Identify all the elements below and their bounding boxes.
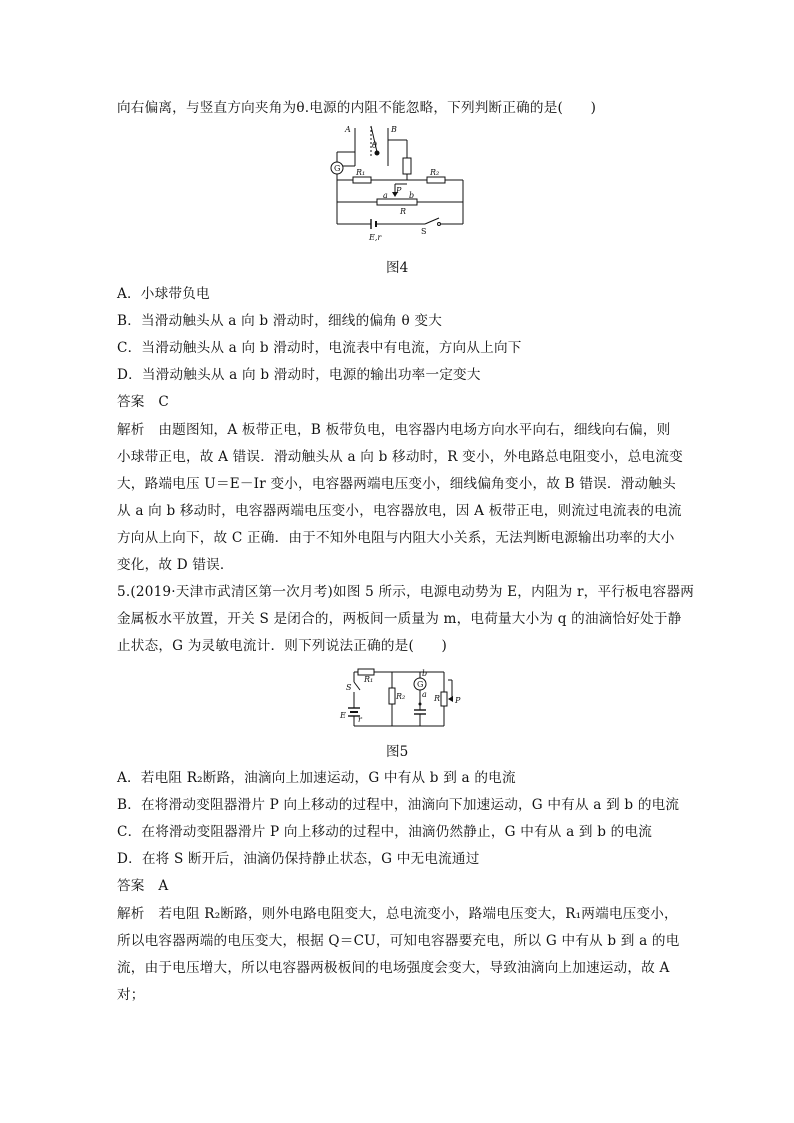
q5-stem-line-3: 止状态，G 为灵敏电流计．则下列说法正确的是( )	[117, 638, 448, 654]
label-R: R	[434, 694, 441, 703]
label-b: b	[409, 191, 415, 200]
q4-option-d: D．当滑动触头从 a 向 b 滑动时，电源的输出功率一定变大	[117, 367, 481, 383]
label-S: S	[421, 227, 427, 236]
q4-option-a: A．小球带负电	[117, 286, 210, 302]
q4-analysis-line-1: 解析 由题图知，A 板带正电，B 板带负电，电容器内电场方向水平向右，细线向右偏，则	[117, 422, 671, 438]
label-R2: R₂	[430, 168, 440, 177]
figure-5-circuit	[338, 666, 468, 734]
label-A: A	[345, 125, 351, 134]
label-R: R	[400, 207, 407, 216]
label-R1: R₁	[364, 675, 374, 684]
q5-option-a: A．若电阻 R₂断路，油滴向上加速运动，G 中有从 b 到 a 的电流	[117, 770, 516, 786]
label-a: a	[383, 191, 388, 200]
q4-option-c: C．当滑动触头从 a 向 b 滑动时，电流表中有电流，方向从上向下	[117, 340, 522, 356]
q4-analysis-line-2: 小球带正电，故 A 错误．滑动触头从 a 向 b 移动时，R 变小，外电路总电阻变小，总电流变	[117, 449, 683, 465]
q4-analysis-line-3: 大，路端电压 U＝E－Ir 变小，电容器两端电压变小，细线偏角变小，故 B 错误．滑动触头	[117, 476, 676, 492]
q5-option-c: C．在将滑动变阻器滑片 P 向上移动的过程中，油滴仍然静止，G 中有从 a 到 b 的电流	[117, 824, 653, 840]
label-G: G	[417, 680, 424, 689]
label-G: G	[334, 164, 341, 173]
q5-answer: 答案 A	[117, 878, 169, 894]
label-r: r	[358, 715, 362, 724]
figure-4-caption: 图4	[386, 260, 409, 276]
label-theta: θ	[372, 141, 377, 150]
label-R1: R₁	[356, 168, 366, 177]
q4-answer: 答案 C	[117, 394, 169, 410]
figure-5-caption: 图5	[386, 744, 409, 760]
label-S: S	[346, 683, 352, 692]
q5-option-d: D．在将 S 断开后，油滴仍保持静止状态，G 中无电流通过	[117, 851, 480, 867]
label-Er: E,r	[369, 233, 382, 242]
q5-analysis-line-2: 所以电容器两端的电压变大，根据 Q＝CU，可知电容器要充电，所以 G 中有从 b 到 a 的电	[117, 933, 680, 949]
q5-analysis-line-4: 对；	[117, 987, 145, 1003]
label-P: P	[396, 186, 402, 195]
q4-analysis-line-5: 方向从上向下，故 C 正确．由于不知外电阻与内阻大小关系，无法判断电源输出功率的大小	[117, 530, 675, 546]
q4-stem: 向右偏离，与竖直方向夹角为θ.电源的内阻不能忽略，下列判断正确的是( )	[117, 100, 597, 116]
q5-stem-line-1: 5.(2019·天津市武清区第一次月考)如图 5 所示，电源电动势为 E，内阻为 r，平行板电容器两	[117, 584, 695, 600]
q5-analysis-line-3: 流，由于电压增大，所以电容器两极板间的电场强度会变大，导致油滴向上加速运动，故 A	[117, 960, 670, 976]
q5-analysis-line-1: 解析 若电阻 R₂断路，则外电路电阻变大，总电流变小，路端电压变大，R₁两端电压变小，	[117, 906, 678, 922]
q5-stem-line-2: 金属板水平放置，开关 S 是闭合的，两板间一质量为 m，电荷量大小为 q 的油滴恰好处于静	[117, 611, 682, 627]
label-R2: R₂	[396, 692, 406, 701]
q5-option-b: B．在将滑动变阻器滑片 P 向上移动的过程中，油滴向下加速运动，G 中有从 a 到 b 的电流	[117, 797, 680, 813]
figure-4-circuit	[325, 122, 475, 247]
q4-analysis-line-6: 变化，故 D 错误．	[117, 557, 234, 573]
label-B: B	[391, 125, 397, 134]
label-b: b	[422, 669, 428, 678]
q4-option-b: B．当滑动触头从 a 向 b 滑动时，细线的偏角 θ 变大	[117, 313, 442, 329]
label-P: P	[455, 696, 461, 705]
label-a: a	[422, 690, 427, 699]
label-E: E	[340, 711, 346, 720]
q4-analysis-line-4: 从 a 向 b 移动时，电容器两端电压变小，电容器放电，因 A 板带正电，则流过电流表的电流	[117, 503, 682, 519]
